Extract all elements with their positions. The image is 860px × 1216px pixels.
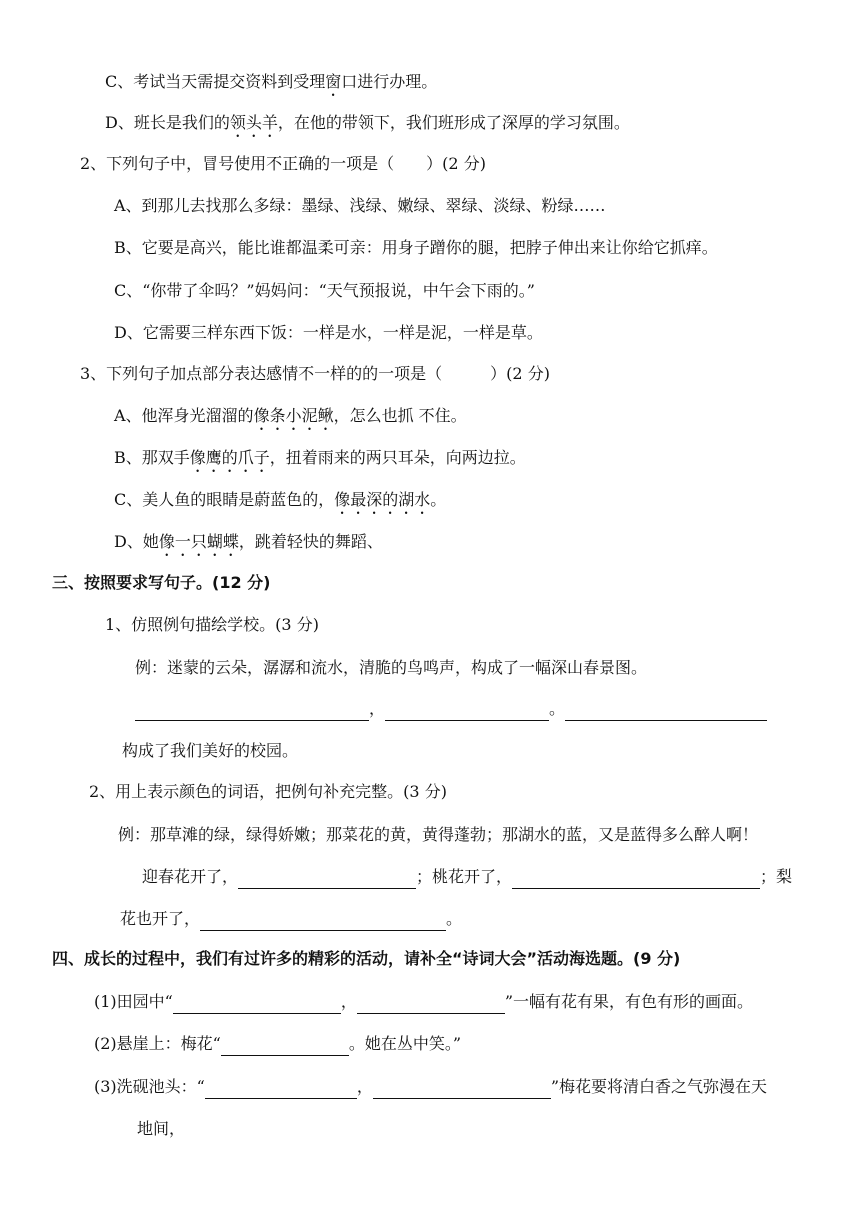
q1-option-d-text-end: ，在他的带领下，我们班形成了深厚的学习氛围。 xyxy=(277,113,630,132)
s3-q1-answer-row xyxy=(135,697,767,721)
s3-q2-example: 例：那草滩的绿，绿得娇嫩；那菜花的黄，黄得蓬勃；那湖水的蓝，又是蓝得多么醉人啊！ xyxy=(118,825,759,844)
q3-option-a-dotted: 像条小泥鳅 xyxy=(253,406,334,425)
s4-item-3 xyxy=(94,1075,767,1099)
q1-option-d-text: D、班长是我们的 xyxy=(105,113,230,132)
answer-blank-10[interactable] xyxy=(205,1080,357,1099)
q3-option-a-text-end: ，怎么也抓 不住。 xyxy=(333,406,467,425)
q3-option-c-text-end: 。 xyxy=(430,490,447,509)
answer-blank-5[interactable] xyxy=(512,870,760,889)
s4-item-1-mid: ， xyxy=(340,992,357,1011)
q3-option-d-dotted: 像一只蝴蝶 xyxy=(158,532,239,551)
q3-option-b-dotted: 像鹰的爪子 xyxy=(189,448,270,467)
period: 。 xyxy=(549,699,566,718)
s3-q1-example: 例：迷蒙的云朵，潺潺和流水，清脆的鸟鸣声，构成了一幅深山春景图。 xyxy=(135,658,648,677)
q3-option-d-text-end: ，跳着轻快的舞蹈、 xyxy=(238,532,383,551)
section3-heading: 三、按照要求写句子。(12 分) xyxy=(52,573,271,592)
q1-option-c xyxy=(105,70,437,100)
s3-q1-stem: 1、仿照例句描绘学校。(3 分) xyxy=(105,615,319,634)
s3-q2-part3: ；梨 xyxy=(760,867,793,886)
s3-q1-tail: 构成了我们美好的校园。 xyxy=(122,741,299,760)
q1-option-c-dotted: 窗 xyxy=(325,72,342,91)
q2-option-c: C、“你带了伞吗？”妈妈问：“天气预报说，中午会下雨的。” xyxy=(114,281,535,300)
q1-option-d-dotted: 领头羊 xyxy=(229,113,278,132)
q3-option-a xyxy=(114,404,467,434)
s4-item-1 xyxy=(94,990,753,1014)
answer-blank-1[interactable] xyxy=(135,702,369,721)
answer-blank-6[interactable] xyxy=(200,912,446,931)
s3-q2-answer-row-2 xyxy=(120,907,462,931)
q2-option-b: B、它要是高兴，能比谁都温柔可亲：用身子蹭你的腿，把脖子伸出来让你给它抓痒。 xyxy=(114,238,718,257)
answer-blank-4[interactable] xyxy=(238,870,416,889)
s3-q2-part5: 。 xyxy=(446,909,463,928)
section4-heading: 四、成长的过程中，我们有过许多的精彩的活动，请补全“诗词大会”活动海选题。(9 分) xyxy=(52,949,681,968)
q3-option-a-text: A、他浑身光溜溜的 xyxy=(114,406,254,425)
s4-item-2-pre: (2)悬崖上：梅花“ xyxy=(94,1034,221,1053)
s3-q2-part1: 迎春花开了， xyxy=(142,867,239,886)
q3-option-c-dotted: 像最深的湖水 xyxy=(334,490,431,509)
s4-item-1-post: ”一幅有花有果，有色有形的画面。 xyxy=(504,992,754,1011)
s3-q2-part2: ；桃花开了， xyxy=(416,867,513,886)
answer-blank-8[interactable] xyxy=(357,995,505,1014)
q1-option-d xyxy=(105,111,630,141)
answer-blank-2[interactable] xyxy=(385,702,549,721)
q3-option-b xyxy=(114,446,526,476)
s4-item-3-continued: 地间， xyxy=(137,1119,186,1138)
answer-blank-11[interactable] xyxy=(373,1080,551,1099)
q3-option-b-text: B、那双手 xyxy=(114,448,190,467)
q2-option-a: A、到那儿去找那么多绿：墨绿、浅绿、嫩绿、翠绿、淡绿、粉绿…… xyxy=(114,196,606,215)
q1-option-c-text-end: 口进行办理。 xyxy=(341,72,438,91)
s4-item-3-mid: ， xyxy=(356,1077,373,1096)
q3-stem: 3、下列句子加点部分表达感情不一样的的一项是（ ）(2 分) xyxy=(80,364,550,383)
answer-blank-9[interactable] xyxy=(221,1037,349,1056)
q1-option-c-text: C、考试当天需提交资料到受理 xyxy=(105,72,326,91)
comma: ， xyxy=(369,699,386,718)
s4-item-1-pre: (1)田园中“ xyxy=(94,992,173,1011)
s4-item-3-post: ”梅花要将清白香之气弥漫在天 xyxy=(550,1077,768,1096)
s4-item-3-pre: (3)洗砚池头：“ xyxy=(94,1077,205,1096)
s3-q2-stem: 2、用上表示颜色的词语，把例句补充完整。(3 分) xyxy=(89,782,447,801)
s4-item-2 xyxy=(94,1032,461,1056)
q2-option-d: D、它需要三样东西下饭：一样是水，一样是泥，一样是草。 xyxy=(114,323,543,342)
q3-option-c-text: C、美人鱼的眼睛是蔚蓝色的， xyxy=(114,490,335,509)
s3-q2-part4: 花也开了， xyxy=(120,909,201,928)
q3-option-c xyxy=(114,488,446,518)
answer-blank-3[interactable] xyxy=(565,702,767,721)
q3-option-d xyxy=(114,530,383,560)
answer-blank-7[interactable] xyxy=(173,995,341,1014)
s3-q2-answer-row xyxy=(142,865,792,889)
s4-item-2-post: 。她在丛中笑。” xyxy=(348,1034,462,1053)
q3-option-b-text-end: ，扭着雨来的两只耳朵，向两边拉。 xyxy=(269,448,526,467)
q2-stem: 2、下列句子中，冒号使用不正确的一项是（ ）(2 分) xyxy=(80,154,486,173)
q3-option-d-text: D、她 xyxy=(114,532,159,551)
